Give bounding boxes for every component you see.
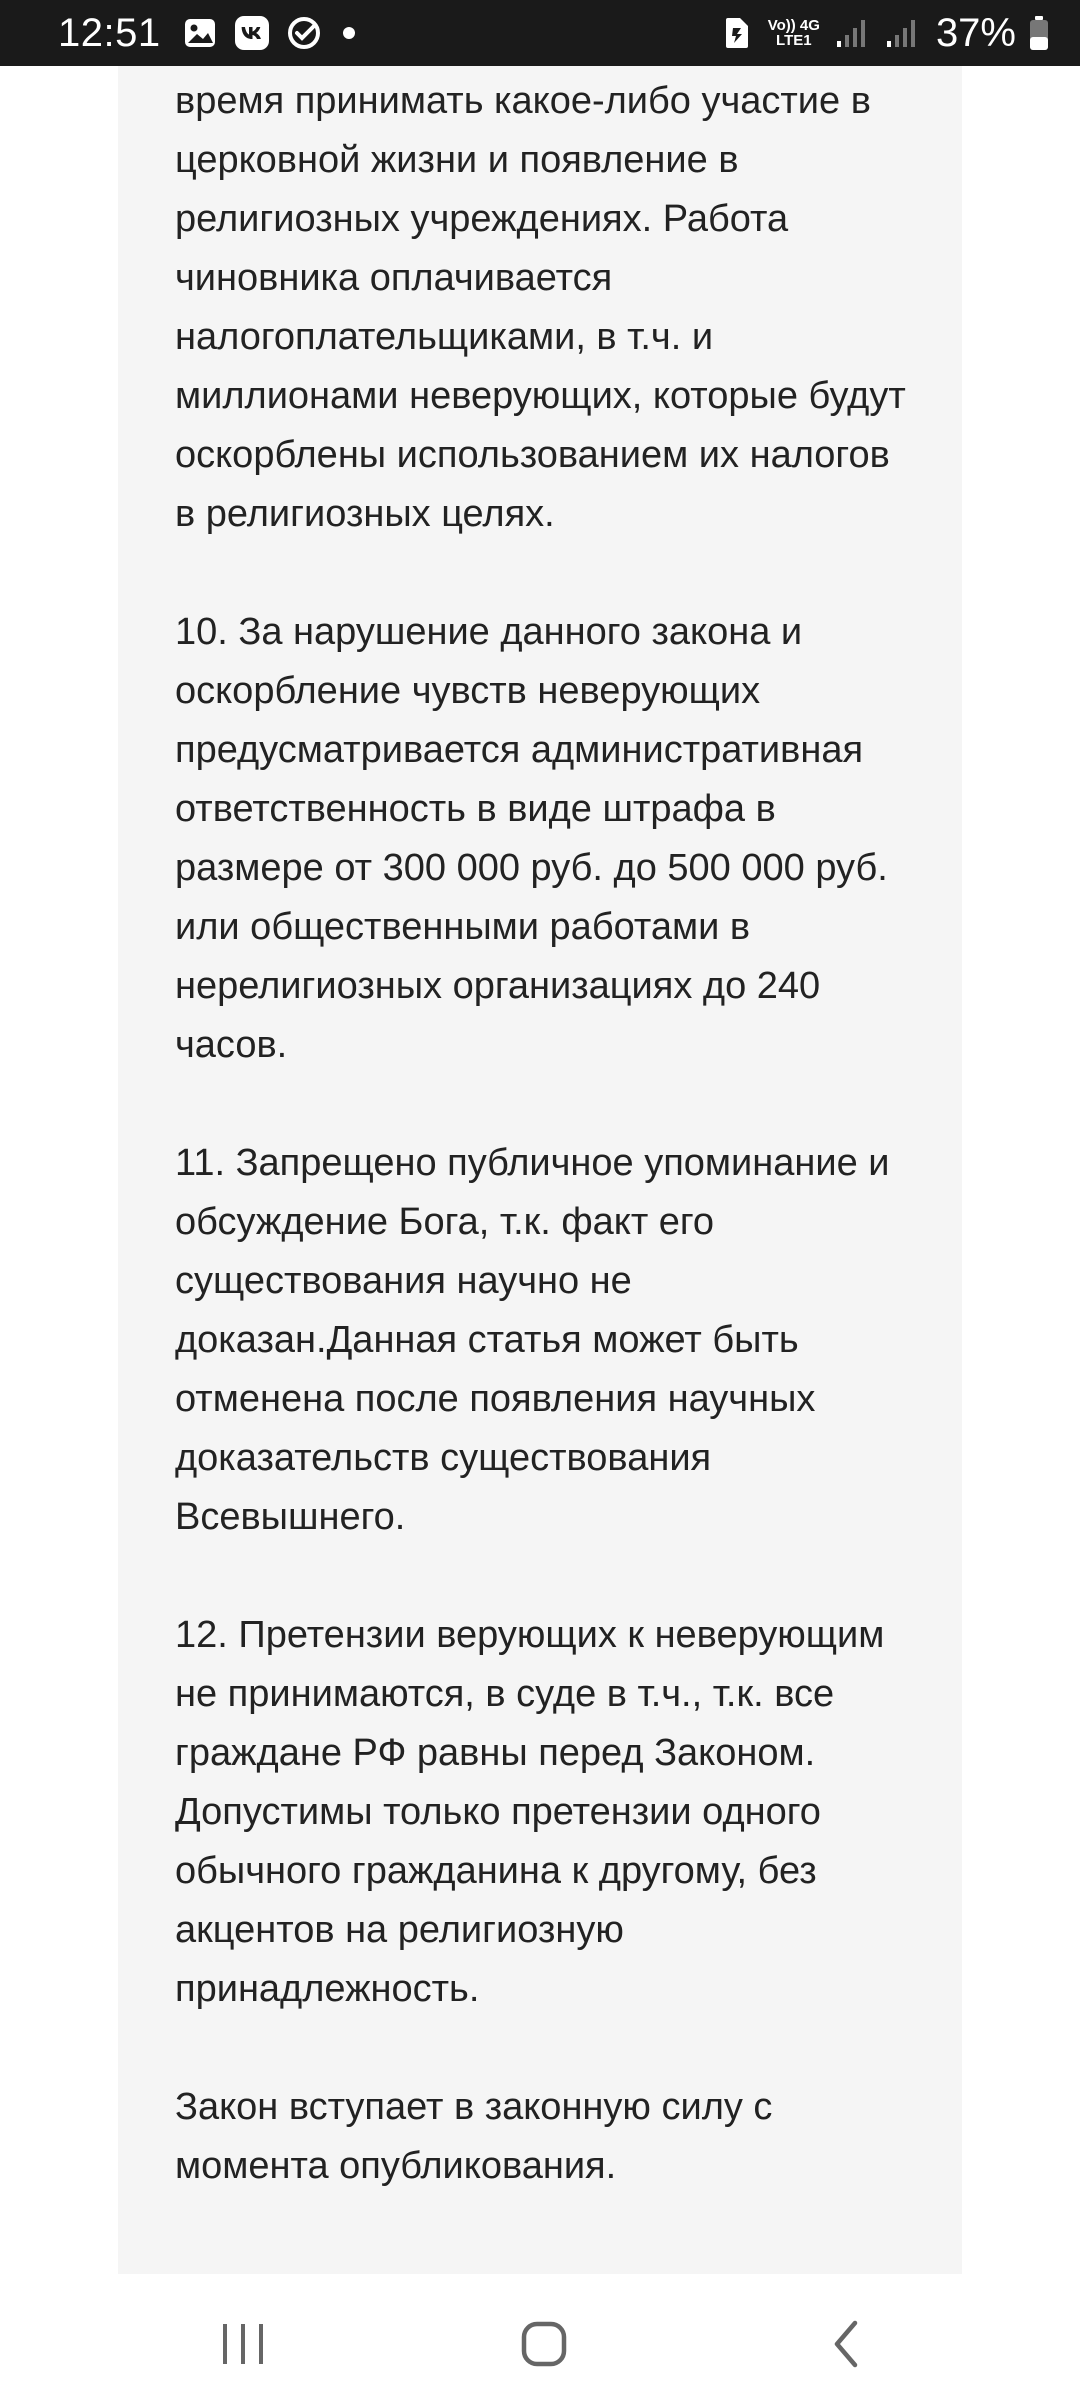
back-icon — [827, 2319, 867, 2369]
network-label — [768, 18, 820, 48]
notification-dot-icon — [343, 27, 355, 39]
article-paragraph: 10. За нарушение данного закона и оскорбление чувств неверующих предусматривается административная ответственность в виде штрафа в размере от 300 000 руб. до 500 000 руб. или общественными работами в нерелигиозных организациях до 240 часов. — [175, 611, 888, 1066]
article-paragraph: 12. Претензии верующих к неверующим не принимаются, в суде в т.ч., т.к. все граждане РФ равны перед Законом. Допустимы только претензии одного обычного гражданина к другому, без акцентов на религиозную принадлежность. — [175, 1614, 885, 2010]
battery-icon — [1028, 14, 1050, 52]
status-time: 12:51 — [58, 10, 161, 55]
navigation-bar — [0, 2274, 1080, 2408]
article-text — [175, 72, 915, 2196]
gallery-icon — [181, 14, 219, 52]
article-paragraph: время принимать какое-либо участие в церковной жизни и появление в религиозных учреждениях. Работа чиновника оплачивается налогоплательщиками, в т.ч. и миллионами неверующих, которые будут оскорблены использованием их налогов в религиозных целях. — [175, 80, 906, 535]
check-circle-icon — [285, 14, 323, 52]
sim-icon — [718, 14, 756, 52]
home-button[interactable] — [509, 2314, 579, 2374]
status-left — [58, 11, 355, 56]
network-top-text: Vo)) 4G — [767, 17, 820, 34]
network-bottom-text: LTE1 — [776, 32, 812, 49]
signal-icon — [882, 14, 920, 52]
status-bar — [0, 0, 1080, 66]
recent-apps-icon — [219, 2322, 267, 2366]
signal-icon — [832, 14, 870, 52]
article-paragraph: 11. Запрещено публичное упоминание и обсуждение Бога, т.к. факт его существования научно не доказан.Данная статья может быть отменена после появления научных доказательств существования Всевышнего. — [175, 1142, 890, 1538]
recent-apps-button[interactable] — [208, 2314, 278, 2374]
status-right — [718, 11, 1050, 56]
battery-percent: 37% — [935, 10, 1016, 55]
article-paragraph: Закон вступает в законную силу с момента опубликования. — [175, 2086, 773, 2187]
home-icon — [519, 2319, 569, 2369]
back-button[interactable] — [812, 2314, 882, 2374]
vk-icon — [233, 14, 271, 52]
